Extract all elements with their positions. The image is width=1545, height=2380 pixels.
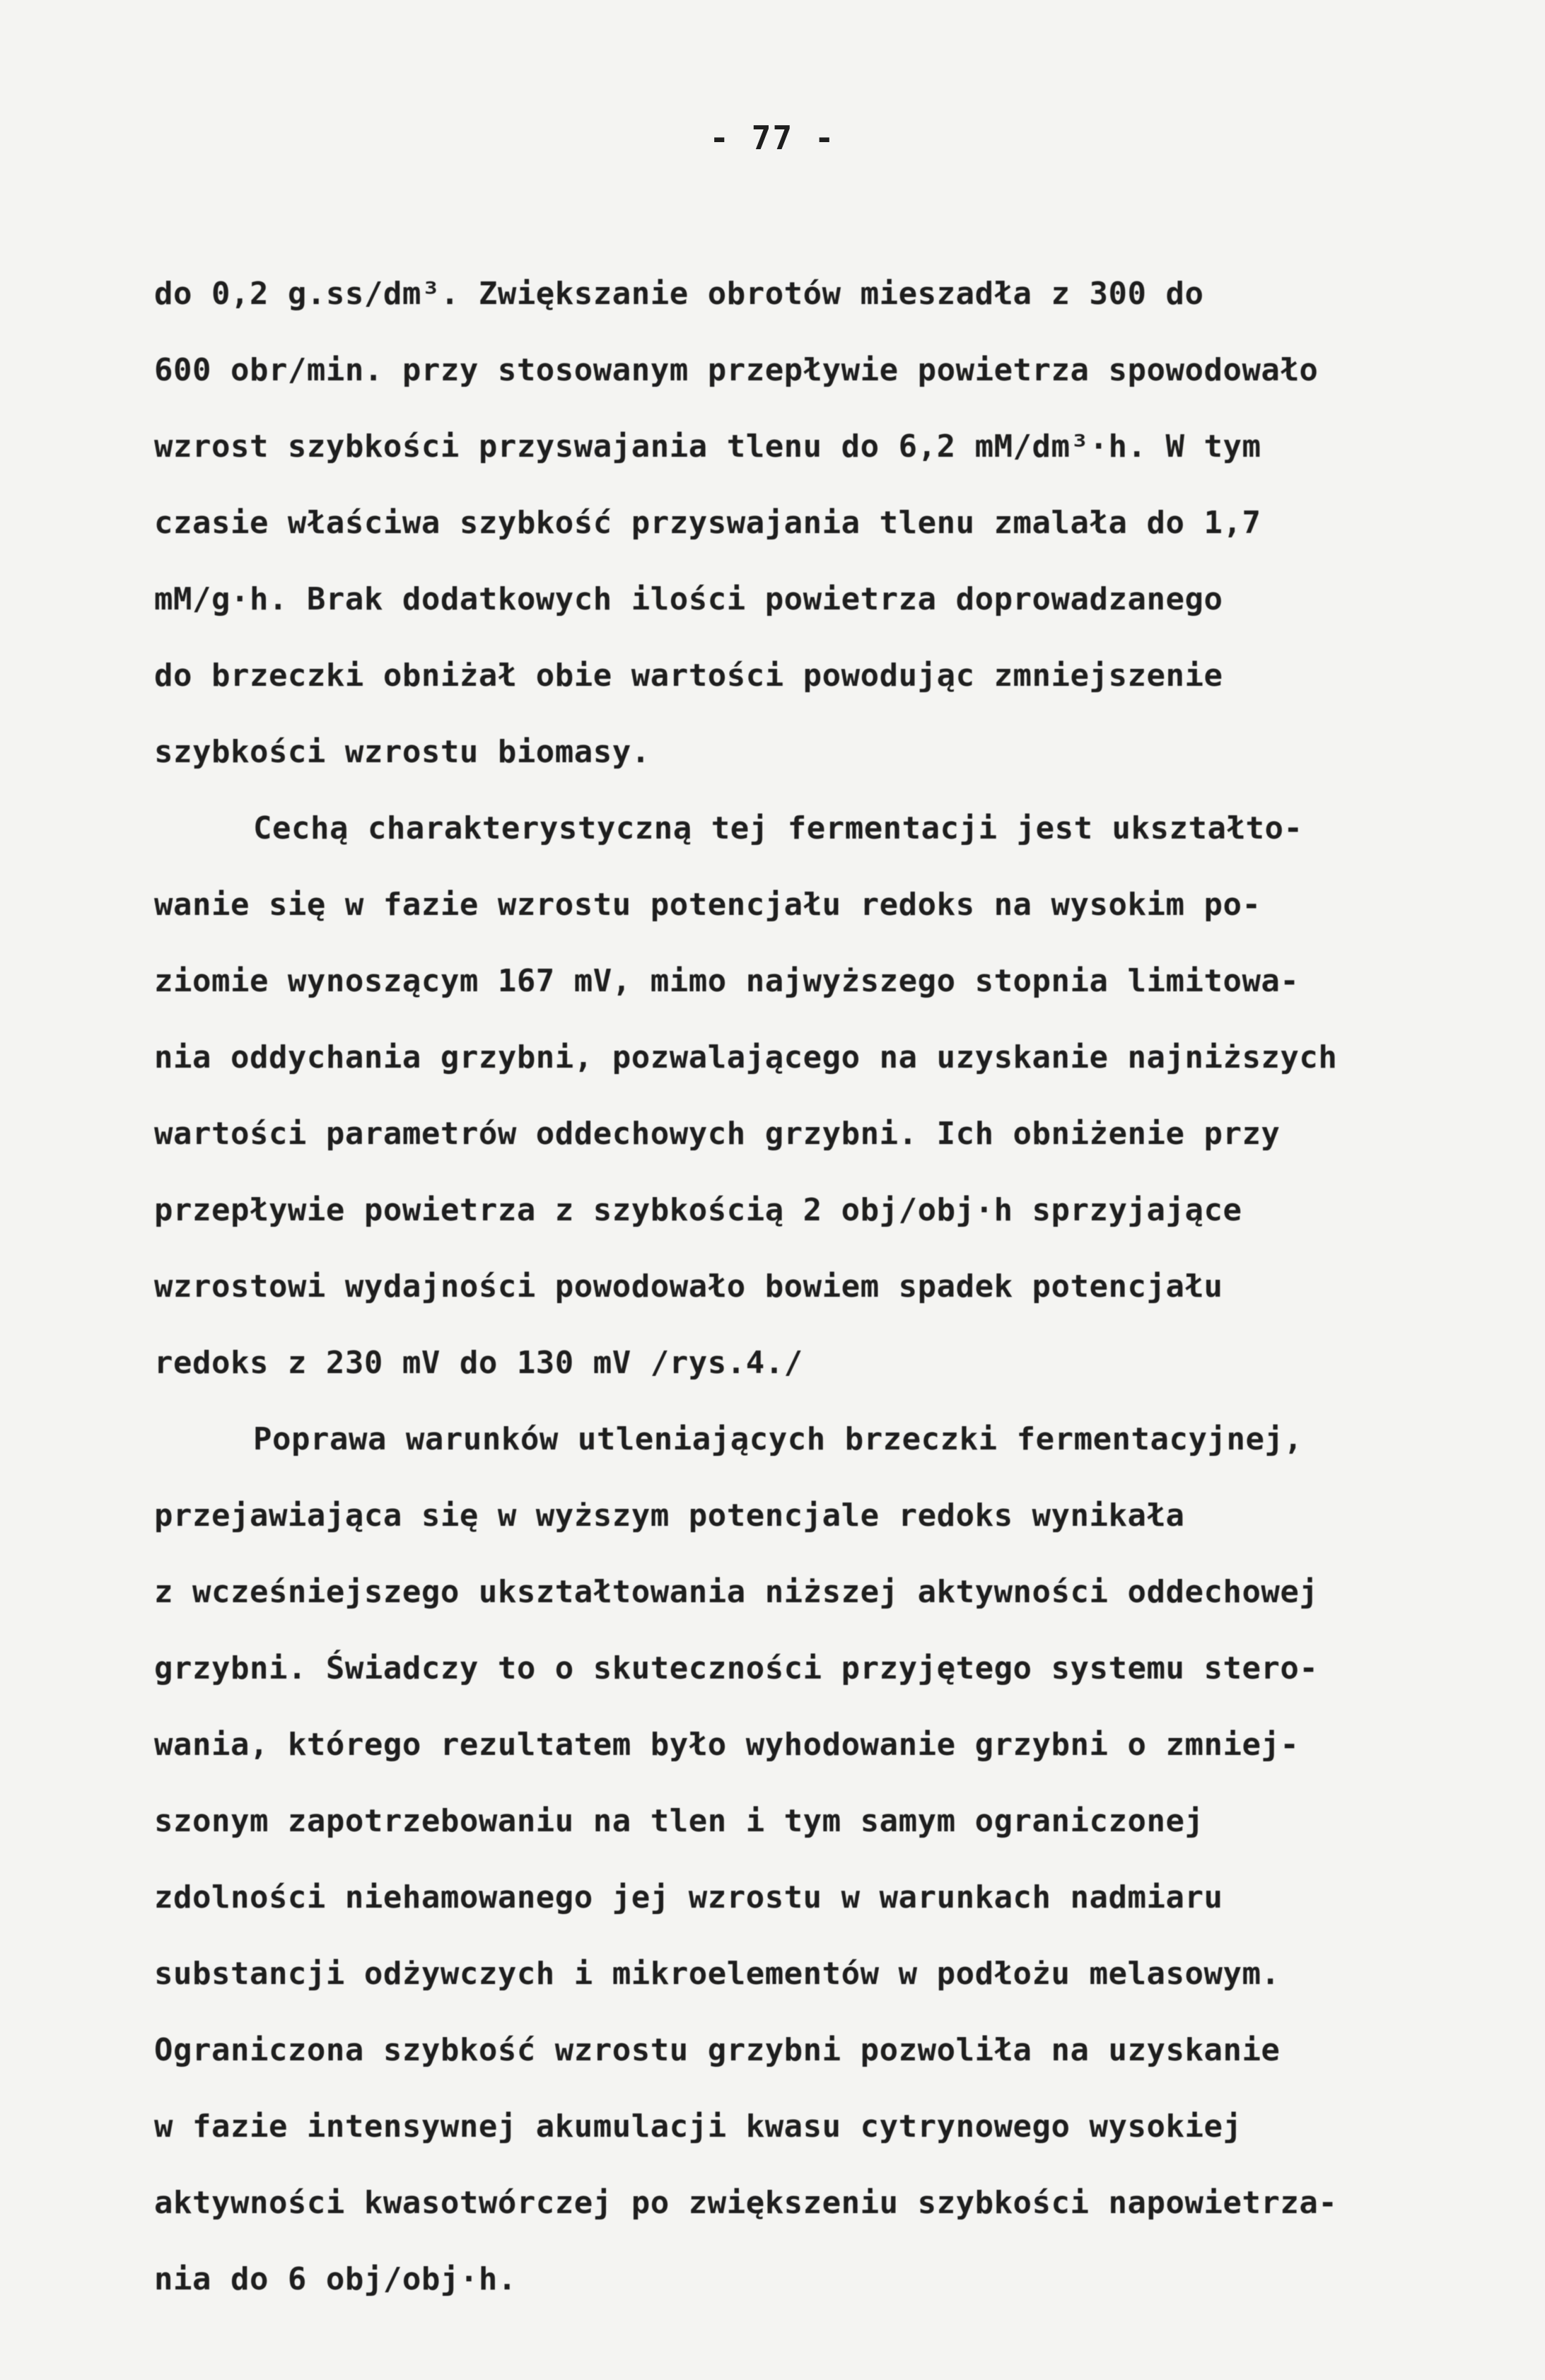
text-line: redoks z 230 mV do 130 mV /rys.4./	[154, 1345, 803, 1381]
text-line: szonym zapotrzebowaniu na tlen i tym samym ograniczonej	[154, 1803, 1204, 1839]
text-line: przejawiająca się w wyższym potencjale redoks wynikała	[154, 1498, 1185, 1534]
text-line: aktywności kwasotwórczej po zwiększeniu szybkości napowietrza-	[154, 2185, 1338, 2221]
text-line: wania, którego rezultatem było wyhodowanie grzybni o zmniej-	[154, 1727, 1300, 1763]
text-line: 600 obr/min. przy stosowanym przepływie powietrza spowodowało	[154, 352, 1319, 388]
text-line: Ograniczona szybkość wzrostu grzybni pozwoliła na uzyskanie	[154, 2032, 1281, 2068]
text-line: substancji odżywczych i mikroelementów w podłożu melasowym.	[154, 1956, 1281, 1992]
text-line: do brzeczki obniżał obie wartości powodując zmniejszenie	[154, 658, 1223, 694]
text-line: zdolności niehamowanego jej wzrostu w warunkach nadmiaru	[154, 1879, 1223, 1915]
text-line: szybkości wzrostu biomasy.	[154, 734, 651, 770]
text-line: wanie się w fazie wzrostu potencjału redoks na wysokim po-	[154, 887, 1261, 923]
text-line: wzrost szybkości przyswajania tlenu do 6,2 mM/dm³·h. W tym	[154, 428, 1261, 465]
text-line: wzrostowi wydajności powodowało bowiem spadek potencjału	[154, 1268, 1223, 1305]
text-line: do 0,2 g.ss/dm³. Zwiększanie obrotów mieszadła z 300 do	[154, 276, 1204, 312]
text-line: z wcześniejszego ukształtowania niższej aktywności oddechowej	[154, 1574, 1319, 1610]
paragraph-first-line: Cechą charakterystyczną tej fermentacji jest ukształto-	[253, 810, 1303, 846]
text-line: czasie właściwa szybkość przyswajania tlenu zmalała do 1,7	[154, 505, 1261, 541]
page-number: - 77 -	[709, 119, 836, 157]
text-line: nia oddychania grzybni, pozwalającego na uzyskanie najniższych	[154, 1039, 1338, 1075]
text-line: ziomie wynoszącym 167 mV, mimo najwyższego stopnia limitowa-	[154, 963, 1300, 999]
text-line: grzybni. Świadczy to o skuteczności przyjętego systemu stero-	[154, 1650, 1319, 1686]
text-line: w fazie intensywnej akumulacji kwasu cytrynowego wysokiej	[154, 2108, 1242, 2145]
text-line: przepływie powietrza z szybkością 2 obj/obj·h sprzyjające	[154, 1192, 1242, 1228]
text-line: mM/g·h. Brak dodatkowych ilości powietrza doprowadzanego	[154, 581, 1223, 617]
text-line: wartości parametrów oddechowych grzybni. Ich obniżenie przy	[154, 1116, 1281, 1152]
paragraph-first-line: Poprawa warunków utleniających brzeczki fermentacyjnej,	[253, 1421, 1303, 1457]
text-line: nia do 6 obj/obj·h.	[154, 2261, 517, 2297]
body-text	[154, 256, 1498, 2318]
